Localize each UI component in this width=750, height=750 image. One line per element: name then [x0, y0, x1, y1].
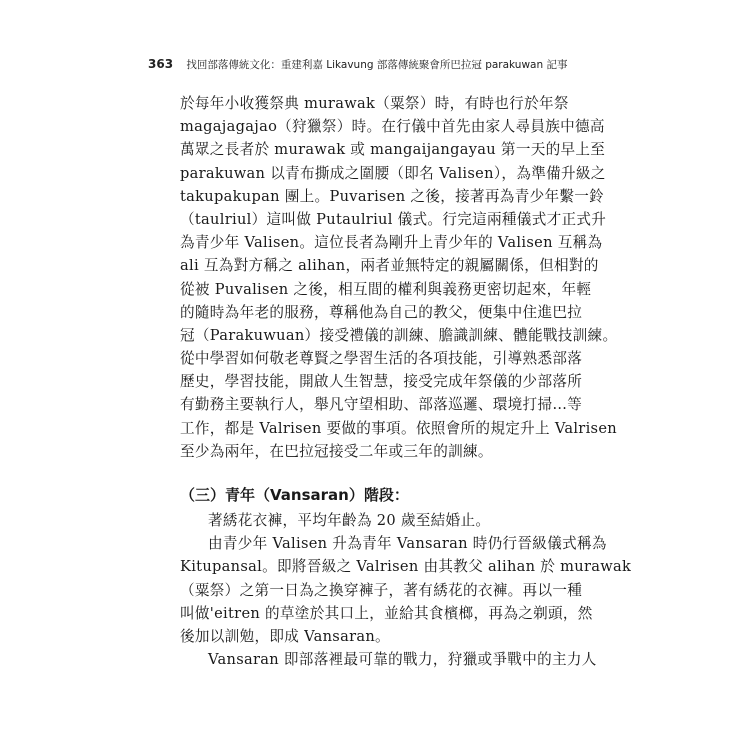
- running-header: [148, 57, 608, 72]
- text-line: （粟祭）之第一日為之換穿褲子，著有綉花的衣褲。再以一種: [180, 581, 583, 599]
- text-line: 工作，都是 Valrisen 要做的事項。依照會所的規定升上 Valrisen: [180, 419, 617, 437]
- text-line: 至少為兩年，在巴拉冠接受二年或三年的訓練。: [180, 442, 493, 460]
- page-number: 363: [148, 57, 174, 71]
- text-line: Kitupansal。即將晉級之 Valrisen 由其教父 alihan 於 murawak: [180, 558, 632, 576]
- header-title: 找回部落傳統文化：重建利嘉 Likavung 部落傳統聚會所巴拉冠 parakuwan 記事: [186, 59, 568, 71]
- text-line: 為青少年 Valisen。這位長者為剛升上青少年的 Valisen 互稱為: [180, 234, 603, 252]
- text-line: 從被 Puvalisen 之後，相互間的權利與義務更密切起來，年輕: [180, 280, 592, 298]
- text-line: （taulriul）這叫做 Putaulriul 儀式。行完這兩種儀式才正式升: [180, 210, 607, 228]
- text-line: takupakupan 團上。Puvarisen 之後，接著再為青少年繫一鈴: [180, 187, 605, 205]
- text-line: 的隨時為年老的服務，尊稱他為自己的教父，便集中住進巴拉: [180, 303, 583, 321]
- text-line: 於每年小收獲祭典 murawak（粟祭）時，有時也行於年祭: [180, 95, 569, 112]
- text-line: 有勤務主要執行人，舉凡守望相助、部落巡邏、環境打掃…等: [180, 396, 583, 414]
- text-line: 冠（Parakuwuan）接受禮儀的訓練、膽識訓練、體能戰技訓練。: [180, 326, 618, 344]
- body-text: [180, 92, 632, 671]
- section-heading: （三）青年（Vansaran）階段：: [180, 486, 409, 504]
- text-line: 叫做'eitren 的草塗於其口上，並給其食檳榔，再為之剃頭，然: [180, 604, 593, 622]
- text-line: parakuwan 以青布撕成之圍腰（即名 Valisen），為準備升級之: [180, 164, 606, 182]
- text-line: 由青少年 Valisen 升為青年 Vansaran 時仍行晉級儀式稱為: [208, 535, 607, 553]
- text-line: magajagajao（狩獵祭）時。在行儀中首先由家人尋員族中德高: [180, 118, 605, 136]
- text-line: 從中學習如何敬老尊賢之學習生活的各項技能，引導熟悉部落: [180, 350, 583, 368]
- text-line: ali 互為對方稱之 alihan，兩者並無特定的親屬關係，但相對的: [180, 257, 599, 275]
- text-line: 後加以訓勉，即成 Vansaran。: [180, 627, 390, 645]
- paragraph-gap: [180, 463, 580, 483]
- text-line: 萬眾之長者於 murawak 或 mangaijangayau 第一天的早上至: [180, 141, 606, 159]
- text-line: Vansaran 即部落裡最可靠的戰力，狩獵或爭戰中的主力人: [208, 651, 597, 669]
- text-line: 著綉花衣褲，平均年齡為 20 歲至結婚止。: [208, 512, 491, 529]
- text-line: 歷史，學習技能，開啟人生智慧，接受完成年祭儀的少部落所: [180, 373, 583, 391]
